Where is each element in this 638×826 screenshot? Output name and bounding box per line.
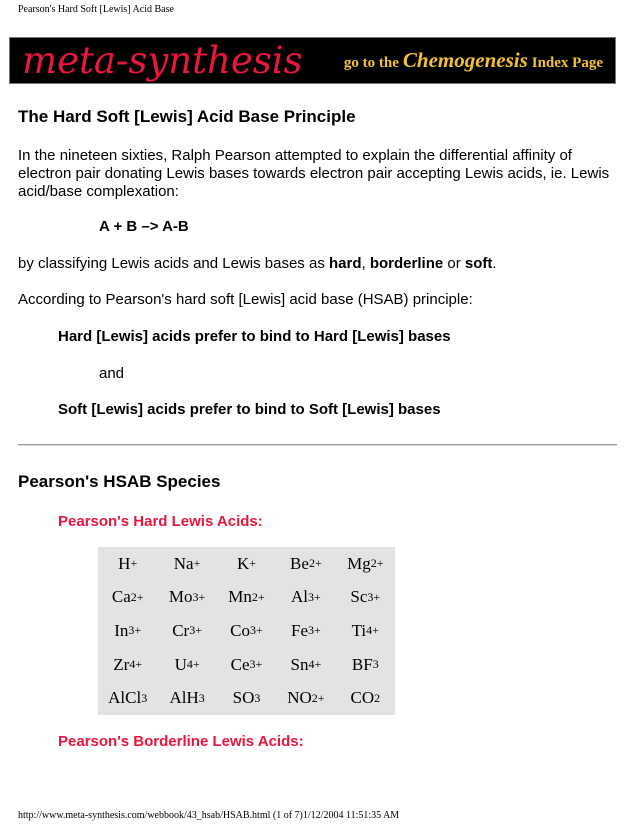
link-suffix: Index Page [531, 55, 603, 71]
according-paragraph: According to Pearson's hard soft [Lewis] acid base (HSAB) principle: [18, 291, 473, 308]
section-divider [18, 444, 617, 446]
print-footer: http://www.meta-synthesis.com/webbook/43_hsab/HSAB.html (1 of 7)1/12/2004 11:51:35 AM [18, 810, 400, 821]
species-cell: Zr 4+ [113, 654, 143, 674]
species-cell: AlCl 3 [108, 688, 148, 708]
link-prefix: go to the [343, 55, 399, 71]
species-cell: In 3+ [114, 620, 142, 640]
hard-rule: Hard [Lewis] acids prefer to bind to Hard [Lewis] bases [58, 328, 451, 345]
species-cell: SO 3 [232, 688, 261, 708]
species-cell: Mn 2+ [228, 587, 265, 607]
species-cell: BF 3 [351, 654, 379, 674]
species-cell: K + [236, 553, 257, 573]
soft-rule: Soft [Lewis] acids prefer to bind to Soft [Lewis] bases [58, 401, 441, 418]
link-name: Chemogenesis [402, 48, 528, 72]
hard-acids-heading: Pearson's Hard Lewis Acids: [58, 513, 263, 530]
classification-paragraph [18, 255, 618, 273]
classify-or: or [443, 255, 465, 272]
species-cell: Sc 3+ [350, 587, 381, 607]
species-cell: Ca 2+ [111, 587, 144, 607]
classify-text: by classifying Lewis acids and Lewis bases as [18, 255, 329, 272]
species-cell: CO 2 [350, 688, 381, 708]
intro-paragraph: In the nineteen sixties, Ralph Pearson attempted to explain the differential affinity of electron pair donating Lewis bases towards electron pair accepting Lewis acids, ie. Lewis acid/base complexation: [18, 147, 610, 200]
species-cell: NO 2 + [287, 688, 325, 708]
species-cell: Al 3+ [291, 587, 321, 607]
term-borderline: borderline [369, 255, 444, 272]
species-cell: Na + [173, 553, 201, 573]
species-cell: Co 3+ [230, 620, 263, 640]
species-cell: AlH 3 [169, 688, 205, 708]
section-title-species: Pearson's HSAB Species [18, 472, 221, 491]
chemogenesis-index-link[interactable] [344, 48, 603, 73]
species-cell: Fe 3+ [291, 620, 321, 640]
page-title: The Hard Soft [Lewis] Acid Base Principle [18, 107, 356, 126]
term-hard: hard [329, 255, 362, 272]
species-cell: Ce 3+ [230, 654, 263, 674]
species-cell: Ti 4+ [351, 620, 379, 640]
species-cell: Cr 3+ [172, 620, 202, 640]
site-logo[interactable]: meta-synthesis [22, 39, 303, 82]
site-banner [9, 37, 616, 84]
print-header: Pearson's Hard Soft [Lewis] Acid Base [18, 4, 174, 15]
species-cell: Mo 3+ [168, 587, 206, 607]
borderline-acids-heading: Pearson's Borderline Lewis Acids: [58, 733, 304, 750]
species-cell: Mg 2+ [347, 553, 384, 573]
species-cell: Sn 4+ [290, 654, 322, 674]
hard-acids-table [98, 547, 395, 715]
classify-comma: , [361, 255, 370, 272]
and-text: and [99, 365, 125, 382]
classify-end: . [492, 255, 497, 272]
species-cell: Be 2+ [290, 553, 322, 573]
species-cell: U 4+ [174, 654, 200, 674]
species-cell: H + [118, 553, 138, 573]
term-soft: soft [464, 255, 493, 272]
equation: A + B –> A-B [99, 218, 189, 235]
